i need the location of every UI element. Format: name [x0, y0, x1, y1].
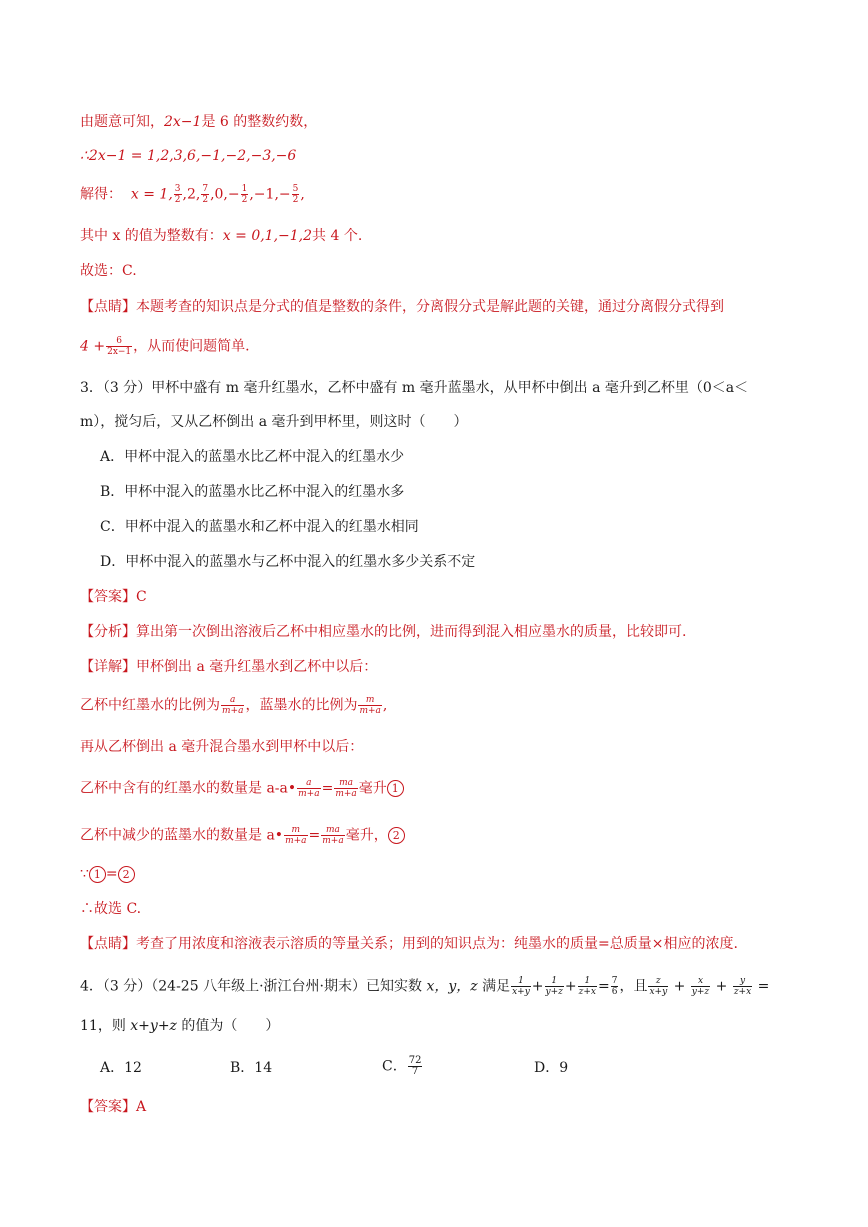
question-4-stem-line1: 4．（3 分）（24-25 八年级上·浙江台州·期末）已知实数 x，y，z 满足 $\frac{1}{x+y}$ + $\frac{1}{y+z}$ + $\frac{1}{z+x}$ = $\frac{7}{6}$ ，且 $\frac{z}{x+y}$ + $\frac{x}{y+z}$ + $\frac{y}{z+x}$ = — [80, 976, 770, 997]
question-3-option-d: D．甲杯中混入的蓝墨水与乙杯中混入的红墨水多少关系不定 — [100, 554, 476, 570]
question-3-detail-red-amount: 乙杯中含有的红墨水的数量是 a-a• $\frac{a}{m+a}$ = $\frac{ma}{m+a}$ 毫升 1 — [80, 778, 404, 799]
question-3-option-b: B．甲杯中混入的蓝墨水比乙杯中混入的红墨水多 — [100, 484, 405, 500]
fraction: $\frac{m}{m+a}$ — [285, 825, 307, 846]
fraction: $\frac{1}{x+y}$ — [512, 976, 530, 997]
question-3-stem-line2: m），搅匀后，又从乙杯倒出 a 毫升到甲杯里，则这时（ ） — [80, 414, 468, 430]
fraction: $\frac{5}{2}$ — [292, 184, 299, 205]
fraction: $\frac{72}{7}$ — [408, 1055, 422, 1077]
fraction: $\frac{z}{x+y}$ — [649, 976, 668, 997]
fraction: $\frac{1}{2}$ — [241, 184, 248, 205]
solution-note-formula: 4 + $\frac{6}{2x-1}$ ，从而使问题简单. — [80, 336, 250, 357]
fraction: $\frac{ma}{m+a}$ — [322, 825, 344, 846]
fraction: $\frac{1}{z+x}$ — [578, 976, 596, 997]
fraction: $\frac{ma}{m+a}$ — [335, 778, 357, 799]
solution-line-divisor: 由题意可知，2x−1是 6 的整数约数， — [80, 114, 318, 130]
question-3-option-a: A．甲杯中混入的蓝墨水比乙杯中混入的红墨水少 — [100, 449, 405, 465]
question-4-stem-line2: 11，则 x+y+z 的值为（ ） — [80, 1018, 280, 1034]
solution-line-choice: 故选：C. — [80, 263, 137, 279]
solution-note: 【点睛】本题考查的知识点是分式的值是整数的条件，分离假分式是解此题的关键，通过分离假分式得到 — [80, 299, 724, 315]
solution-line-solve: 解得： x = 1, $\frac{3}{2}$ ,2, $\frac{7}{2}$ ,0,− $\frac{1}{2}$ ,−1,− $\frac{5}{2}$ , — [80, 184, 305, 205]
fraction: $\frac{y}{z+x}$ — [733, 976, 752, 997]
question-3-detail: 【详解】甲杯倒出 a 毫升红墨水到乙杯中以后： — [80, 659, 378, 675]
question-4-answer: 【答案】A — [80, 1099, 147, 1115]
question-4-option-c: C． $\frac{72}{7}$ — [382, 1055, 422, 1077]
fraction: $\frac{a}{m+a}$ — [222, 695, 244, 716]
circled-number-2: 2 — [388, 827, 405, 844]
question-4-option-a: A．12 — [100, 1060, 142, 1076]
circled-number-1: 1 — [89, 866, 106, 883]
fraction: $\frac{x}{y+z}$ — [691, 976, 710, 997]
solution-line-values: ∴2x−1 = 1,2,3,6,−1,−2,−3,−6 — [80, 148, 297, 164]
question-3-detail-equal: ∵ 1 = 2 — [80, 864, 135, 884]
fraction: $\frac{6}{2x-1}$ — [107, 336, 132, 357]
fraction: $\frac{7}{2}$ — [202, 184, 209, 205]
question-3-option-c: C．甲杯中混入的蓝墨水和乙杯中混入的红墨水相同 — [100, 519, 419, 535]
question-3-detail-blue-amount: 乙杯中减少的蓝墨水的数量是 a• $\frac{m}{m+a}$ = $\frac{ma}{m+a}$ 毫升， 2 — [80, 825, 405, 846]
question-3-note: 【点睛】考查了用浓度和溶液表示溶质的等量关系；用到的知识点为：纯墨水的质量=总质量×相应的浓度. — [80, 936, 738, 952]
fraction: $\frac{3}{2}$ — [174, 184, 181, 205]
question-3-answer: 【答案】C — [80, 589, 147, 605]
question-4-option-b: B．14 — [230, 1060, 273, 1076]
solution-line-integers: 其中 x 的值为整数有：x = 0,1,−1,2共 4 个. — [80, 228, 363, 244]
question-3-detail-conclusion: ∴故选 C. — [80, 901, 142, 917]
fraction: $\frac{7}{6}$ — [611, 976, 618, 997]
circled-number-2: 2 — [118, 866, 135, 883]
question-3-stem-line1: 3．（3 分）甲杯中盛有 m 毫升红墨水，乙杯中盛有 m 毫升蓝墨水，从甲杯中倒出 a 毫升到乙杯里（0＜a＜ — [80, 380, 749, 396]
fraction: $\frac{a}{m+a}$ — [298, 778, 320, 799]
circled-number-1: 1 — [387, 780, 404, 797]
question-3-analysis: 【分析】算出第一次倒出溶液后乙杯中相应墨水的比例，进而得到混入相应墨水的质量，比较即可. — [80, 624, 687, 640]
fraction: $\frac{m}{m+a}$ — [359, 695, 381, 716]
question-3-detail-ratio: 乙杯中红墨水的比例为 $\frac{a}{m+a}$ ，蓝墨水的比例为 $\frac{m}{m+a}$ , — [80, 695, 388, 716]
question-4-option-d: D．9 — [534, 1060, 569, 1076]
question-3-detail-pour-back: 再从乙杯倒出 a 毫升混合墨水到甲杯中以后： — [80, 739, 364, 755]
fraction: $\frac{1}{y+z}$ — [545, 976, 563, 997]
